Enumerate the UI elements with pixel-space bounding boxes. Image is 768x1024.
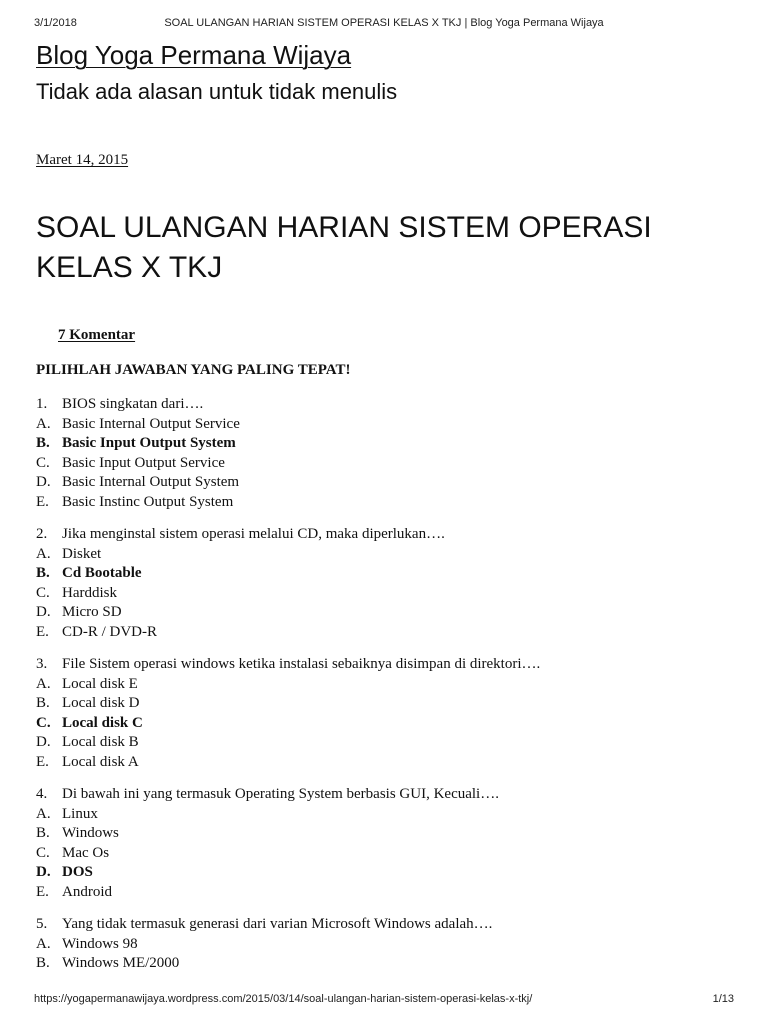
answer-option bbox=[36, 454, 736, 474]
option-text: Local disk D bbox=[62, 695, 140, 711]
post-date-link[interactable]: Maret 14, 2015 bbox=[36, 152, 129, 168]
option-text: Basic Internal Output System bbox=[62, 474, 240, 490]
option-text: Local disk B bbox=[62, 734, 139, 750]
option-letter: B. bbox=[36, 825, 50, 841]
question-item bbox=[36, 655, 736, 772]
print-page-number: 1/13 bbox=[712, 993, 734, 1005]
answer-option bbox=[36, 954, 736, 974]
blog-title-link[interactable]: Blog Yoga Permana Wijaya bbox=[36, 40, 352, 70]
option-letter: A. bbox=[36, 805, 51, 822]
print-header bbox=[0, 17, 768, 33]
option-text: Cd Bootable bbox=[62, 565, 142, 581]
option-letter: A. bbox=[36, 415, 51, 432]
answer-option bbox=[36, 415, 736, 435]
answer-option bbox=[36, 753, 736, 773]
question-line bbox=[36, 655, 736, 675]
answer-option-correct bbox=[36, 434, 736, 454]
option-letter: A. bbox=[36, 935, 51, 952]
answer-option bbox=[36, 883, 736, 903]
option-letter: C. bbox=[36, 584, 50, 601]
option-letter: D. bbox=[36, 604, 51, 620]
option-letter: A. bbox=[36, 675, 51, 692]
option-text: Basic Internal Output Service bbox=[62, 415, 240, 432]
option-text: Basic Instinc Output System bbox=[62, 493, 234, 510]
answer-option bbox=[36, 844, 736, 864]
print-page-title: SOAL ULANGAN HARIAN SISTEM OPERASI KELAS X TKJ | Blog Yoga Permana Wijaya bbox=[164, 17, 604, 29]
question-line bbox=[36, 915, 736, 935]
option-text: Disket bbox=[62, 545, 102, 562]
answer-option-correct bbox=[36, 564, 736, 584]
print-footer bbox=[0, 993, 768, 1009]
answer-option bbox=[36, 493, 736, 513]
option-text: Windows bbox=[62, 825, 119, 841]
print-url: https://yogapermanawijaya.wordpress.com/2015/03/14/soal-ulangan-harian-sistem-operasi-kelas-x-tkj/ bbox=[34, 993, 533, 1005]
answer-option bbox=[36, 805, 736, 825]
option-letter: D. bbox=[36, 734, 51, 750]
option-text: Windows 98 bbox=[62, 935, 138, 952]
answer-option-correct bbox=[36, 714, 736, 734]
option-text: Local disk C bbox=[62, 714, 143, 731]
answer-option bbox=[36, 824, 736, 844]
answer-option bbox=[36, 623, 736, 643]
question-list bbox=[36, 395, 736, 987]
option-text: Local disk E bbox=[62, 675, 138, 692]
answer-option bbox=[36, 603, 736, 623]
option-letter: E. bbox=[36, 493, 49, 510]
option-letter: D. bbox=[36, 864, 51, 880]
option-text: Linux bbox=[62, 805, 98, 822]
answer-option bbox=[36, 584, 736, 604]
question-text: Jika menginstal sistem operasi melalui CD, maka diperlukan…. bbox=[62, 526, 445, 542]
option-letter: E. bbox=[36, 753, 49, 770]
option-letter: C. bbox=[36, 454, 50, 471]
option-text: Mac Os bbox=[62, 844, 110, 861]
option-text: Windows ME/2000 bbox=[62, 955, 180, 971]
option-text: Basic Input Output Service bbox=[62, 454, 225, 471]
question-line bbox=[36, 395, 736, 415]
option-text: Local disk A bbox=[62, 753, 139, 770]
option-text: DOS bbox=[62, 864, 93, 880]
comments-link[interactable]: 7 Komentar bbox=[58, 327, 136, 343]
option-text: Micro SD bbox=[62, 604, 122, 620]
question-number: 5. bbox=[36, 916, 48, 932]
question-text: File Sistem operasi windows ketika instalasi sebaiknya disimpan di direktori…. bbox=[62, 656, 541, 672]
answer-option-correct bbox=[36, 863, 736, 883]
answer-option bbox=[36, 694, 736, 714]
print-date: 3/1/2018 bbox=[34, 17, 77, 29]
option-letter: B. bbox=[36, 695, 50, 711]
answer-option bbox=[36, 675, 736, 695]
question-item bbox=[36, 525, 736, 642]
option-letter: C. bbox=[36, 844, 50, 861]
option-letter: E. bbox=[36, 623, 49, 640]
answer-option bbox=[36, 545, 736, 565]
option-letter: D. bbox=[36, 474, 51, 490]
option-letter: B. bbox=[36, 955, 50, 971]
question-item bbox=[36, 785, 736, 902]
option-letter: E. bbox=[36, 883, 49, 900]
option-letter: B. bbox=[36, 565, 50, 581]
answer-option bbox=[36, 935, 736, 955]
question-item bbox=[36, 395, 736, 512]
question-number: 3. bbox=[36, 656, 48, 672]
question-line bbox=[36, 785, 736, 805]
blog-tagline: Tidak ada alasan untuk tidak menulis bbox=[36, 79, 398, 104]
option-letter: C. bbox=[36, 714, 51, 731]
answer-option bbox=[36, 733, 736, 753]
question-number: 1. bbox=[36, 396, 48, 412]
option-letter: B. bbox=[36, 435, 50, 451]
option-text: Harddisk bbox=[62, 584, 117, 601]
question-item bbox=[36, 915, 736, 974]
post-title: SOAL ULANGAN HARIAN SISTEM OPERASI KELAS X TKJ bbox=[36, 211, 652, 284]
question-line bbox=[36, 525, 736, 545]
question-text: BIOS singkatan dari…. bbox=[62, 396, 204, 412]
option-text: Android bbox=[62, 883, 112, 900]
instruction-text: PILIHLAH JAWABAN YANG PALING TEPAT! bbox=[36, 362, 351, 378]
question-number: 4. bbox=[36, 786, 48, 802]
answer-option bbox=[36, 473, 736, 493]
question-number: 2. bbox=[36, 526, 48, 542]
option-text: Basic Input Output System bbox=[62, 435, 236, 451]
option-text: CD-R / DVD-R bbox=[62, 623, 158, 640]
question-text: Yang tidak termasuk generasi dari varian Microsoft Windows adalah…. bbox=[62, 916, 493, 932]
option-letter: A. bbox=[36, 545, 51, 562]
question-text: Di bawah ini yang termasuk Operating System berbasis GUI, Kecuali…. bbox=[62, 786, 499, 802]
